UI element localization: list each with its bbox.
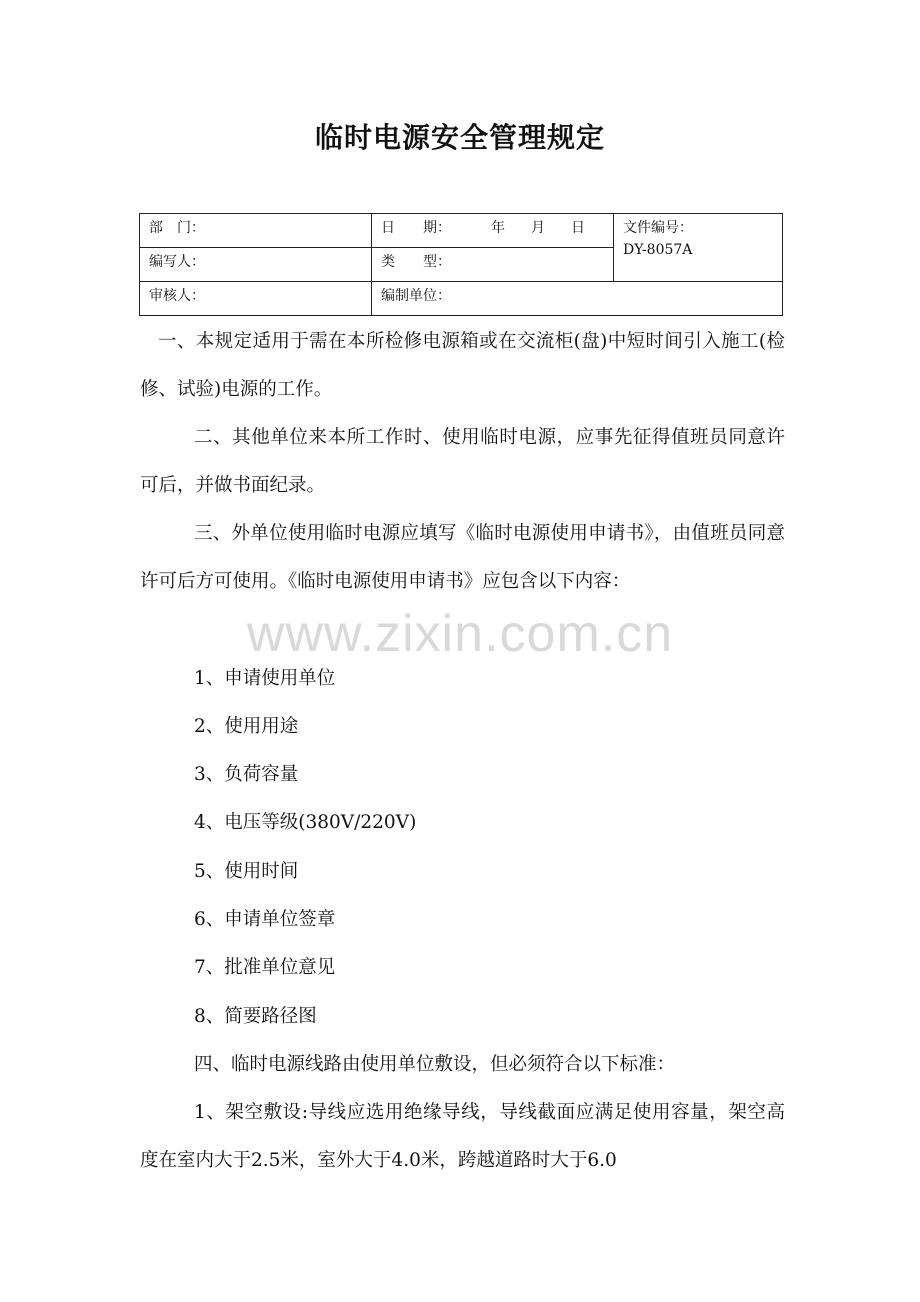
list-item-2: 2、使用用途 — [194, 716, 299, 737]
list-item-4: 4、电压等级(380V/220V) — [194, 812, 417, 833]
date-year: 年 — [491, 220, 505, 236]
author-cell — [140, 248, 372, 282]
organization-cell — [372, 282, 783, 316]
list-item-1: 1、申请使用单位 — [194, 668, 336, 689]
department-label: 部 门： — [149, 220, 205, 236]
list-item-6: 6、申请单位签章 — [194, 909, 336, 930]
author-label: 编写人： — [149, 254, 205, 270]
doc-number-cell — [614, 214, 783, 282]
department-cell — [140, 214, 372, 248]
reviewer-cell — [140, 282, 372, 316]
list-item-7: 7、批准单位意见 — [194, 957, 336, 978]
list-item-5: 5、使用时间 — [194, 861, 299, 882]
document-title: 临时电源安全管理规定 — [314, 121, 605, 154]
doc-number-label: 文件编号： — [623, 220, 693, 236]
date-label: 日 期： — [381, 220, 451, 236]
type-cell — [372, 248, 614, 282]
paragraph-4-item-1: 1、架空敷设:导线应选用绝缘导线，导线截面应满足使用容量，架空高度在室内大于2.5米，室外大于4.0米，跨越道路时大于6.0 — [140, 1102, 785, 1171]
list-item-8: 8、简要路径图 — [194, 1006, 317, 1027]
organization-label: 编制单位： — [381, 288, 451, 304]
paragraph-2: 二、其他单位来本所工作时、使用临时电源，应事先征得值班员同意许可后，并做书面纪录。 — [140, 427, 785, 496]
watermark: www.zixin.com.cn — [246, 605, 674, 663]
document-info-table — [139, 213, 783, 316]
paragraph-1: 一、本规定适用于需在本所检修电源箱或在交流柜(盘)中短时间引入施工(检修、试验)电源的工作。 — [140, 331, 785, 400]
doc-number-value: DY-8057A — [623, 242, 693, 258]
list-item-3: 3、负荷容量 — [194, 764, 299, 785]
date-cell — [372, 214, 614, 248]
type-label: 类 型： — [381, 254, 451, 270]
date-day: 日 — [571, 220, 585, 236]
paragraph-4: 四、临时电源线路由使用单位敷设，但必须符合以下标准： — [194, 1054, 676, 1075]
paragraph-3: 三、外单位使用临时电源应填写《临时电源使用申请书》，由值班员同意许可后方可使用。《临时电源使用申请书》应包含以下内容： — [140, 523, 785, 592]
date-month: 月 — [531, 220, 545, 236]
reviewer-label: 审核人： — [149, 288, 205, 304]
